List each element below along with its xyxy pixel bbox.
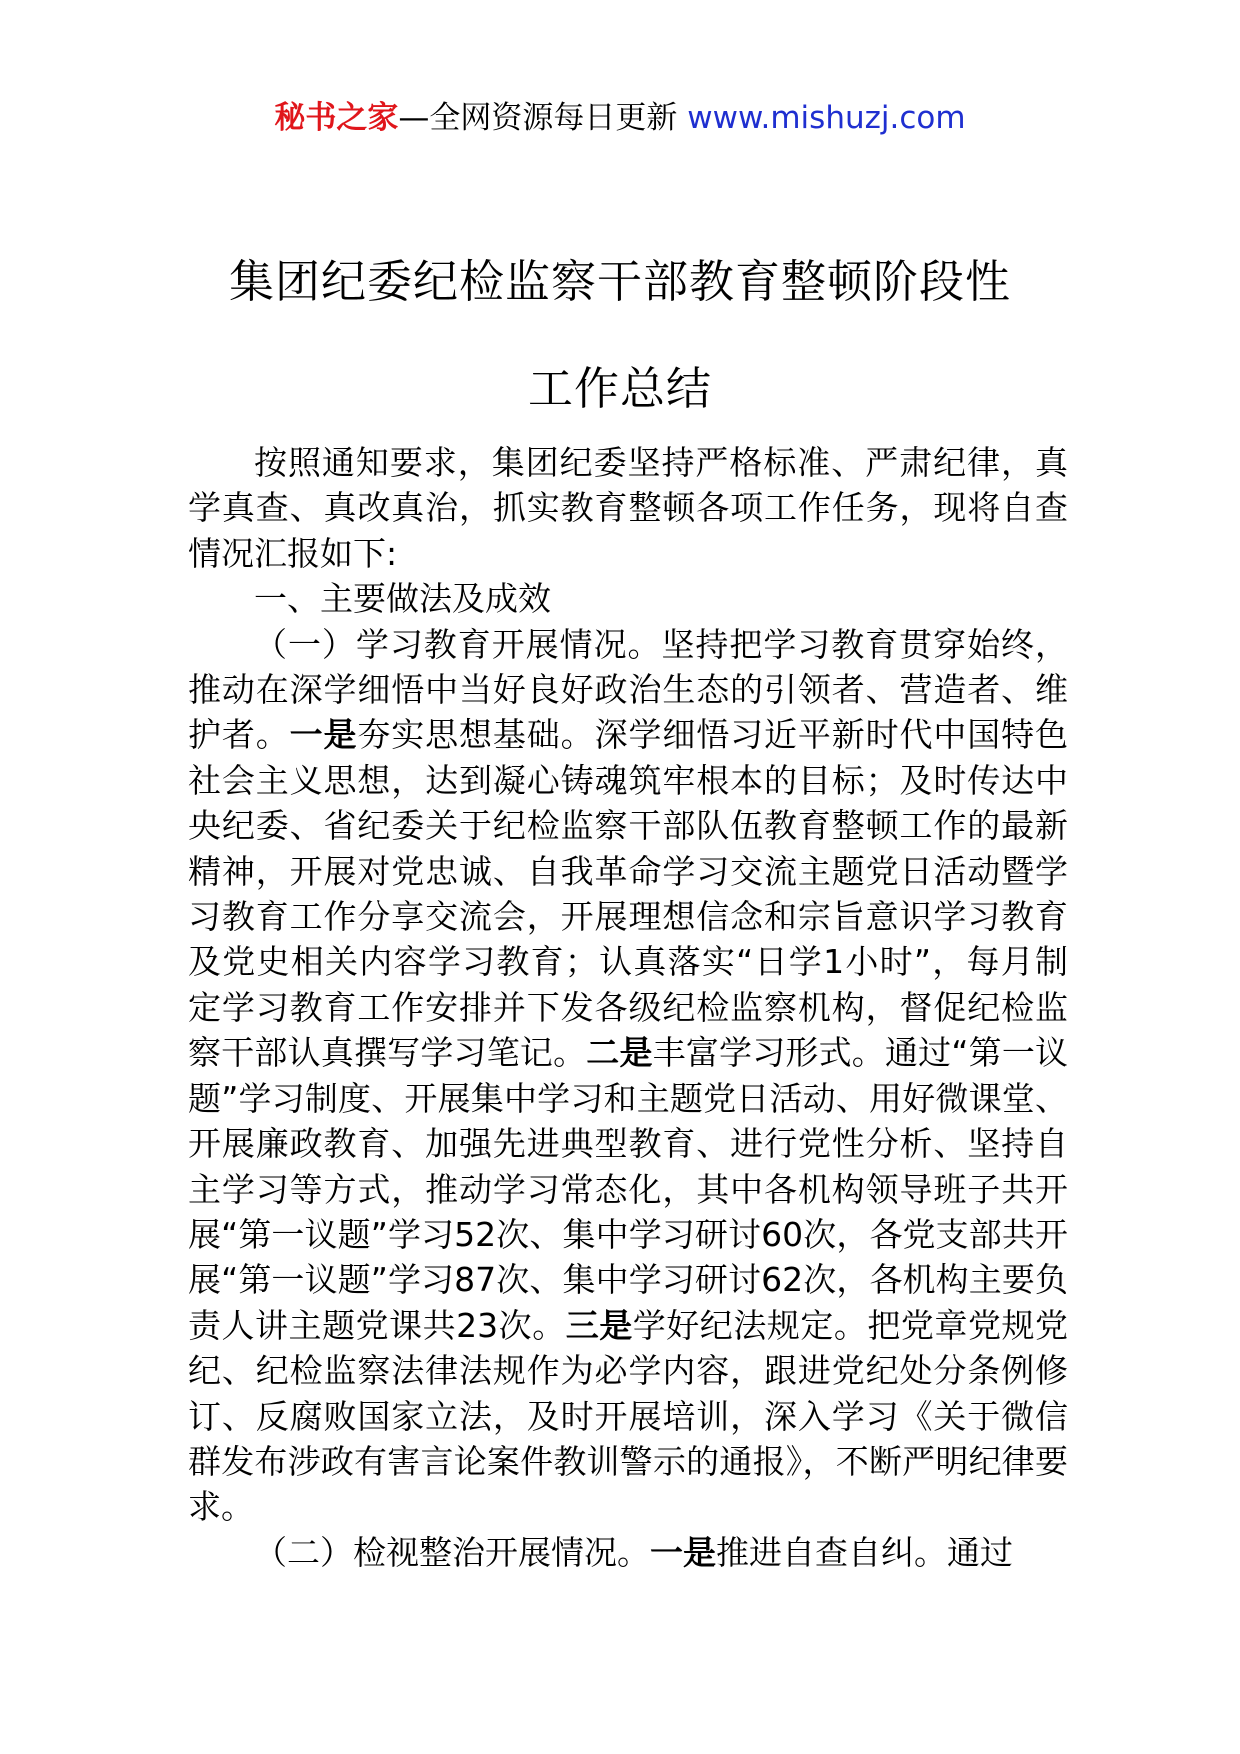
site-header — [0, 98, 1240, 138]
paragraph-text: 推进自查自纠。通过 — [716, 1532, 1013, 1572]
paragraph-text: 夯实思想基础。深学细悟习近平新时代中国特色社会主义思想，达到凝心铸魂筑牢根本的目标；及时传达中央纪委、省纪委关于纪检监察干部队伍教育整顿工作的最新精神，开展对党忠诚、自我革命学习交流主题党日活动暨学习教育工作分享交流会，开展理想信念和宗旨意识学习教育及党史相关内容学习教育；认真落实“日学1小时”，每月制定学习教育工作安排并下发各级纪检监察机构，督促纪检监察干部认真撰写学习笔记。 — [188, 715, 1069, 1073]
intro-paragraph: 按照通知要求，集团纪委坚持严格标准、严肃纪律，真学真查、真改真治，抓实教育整顿各项工作任务，现将自查情况汇报如下: — [188, 443, 1068, 573]
section-heading: 一、主要做法及成效 — [254, 579, 551, 619]
paragraph-text: 丰富学习形式。通过“第一议题”学习制度、开展集中学习和主题党日活动、用好微课堂、开展廉政教育、加强先进典型教育、进行党性分析、坚持自主学习等方式，推动学习常态化，其中各机构领导班子共开展“第一议题”学习52次、集中学习研讨60次，各党支部共开展“第一议题”学习87次、集中学习研讨62次，各机构主要负责人讲主题党课共23次。 — [188, 1033, 1069, 1345]
site-tagline: —全网资源每日更新 — [398, 100, 678, 136]
document-title — [0, 228, 1240, 442]
document-body — [188, 440, 1068, 1575]
paragraph-inspection-rectification — [188, 1530, 1068, 1575]
paragraph-lead: （二）检视整治开展情况。 — [254, 1532, 650, 1572]
site-brand: 秘书之家 — [274, 100, 399, 136]
paragraph-study-education — [188, 622, 1068, 1530]
keyword-second: 二是 — [586, 1033, 653, 1073]
keyword-first: 一是 — [650, 1532, 716, 1572]
keyword-first: 一是 — [289, 715, 358, 755]
title-line-2: 工作总结 — [527, 362, 712, 415]
paragraph-text: 学好纪法规定。把党章党规党纪、纪检监察法律法规作为必学内容，跟进党纪处分条例修订、反腐败国家立法，及时开展培训，深入学习《关于微信群发布涉政有害言论案件教训警示的通报》，不断严明纪律要求。 — [188, 1305, 1069, 1527]
title-line-1: 集团纪委纪检监察干部教育整顿阶段性 — [228, 255, 1011, 308]
site-url-link[interactable]: www.mishuzj.com — [687, 100, 966, 136]
keyword-third: 三是 — [565, 1305, 633, 1345]
paragraph-lead: （一）学习教育开展情况。坚持把学习教育贯穿始终，推动在深学细悟中当好良好政治生态的引领者、营造者、维护者。 — [188, 624, 1068, 755]
